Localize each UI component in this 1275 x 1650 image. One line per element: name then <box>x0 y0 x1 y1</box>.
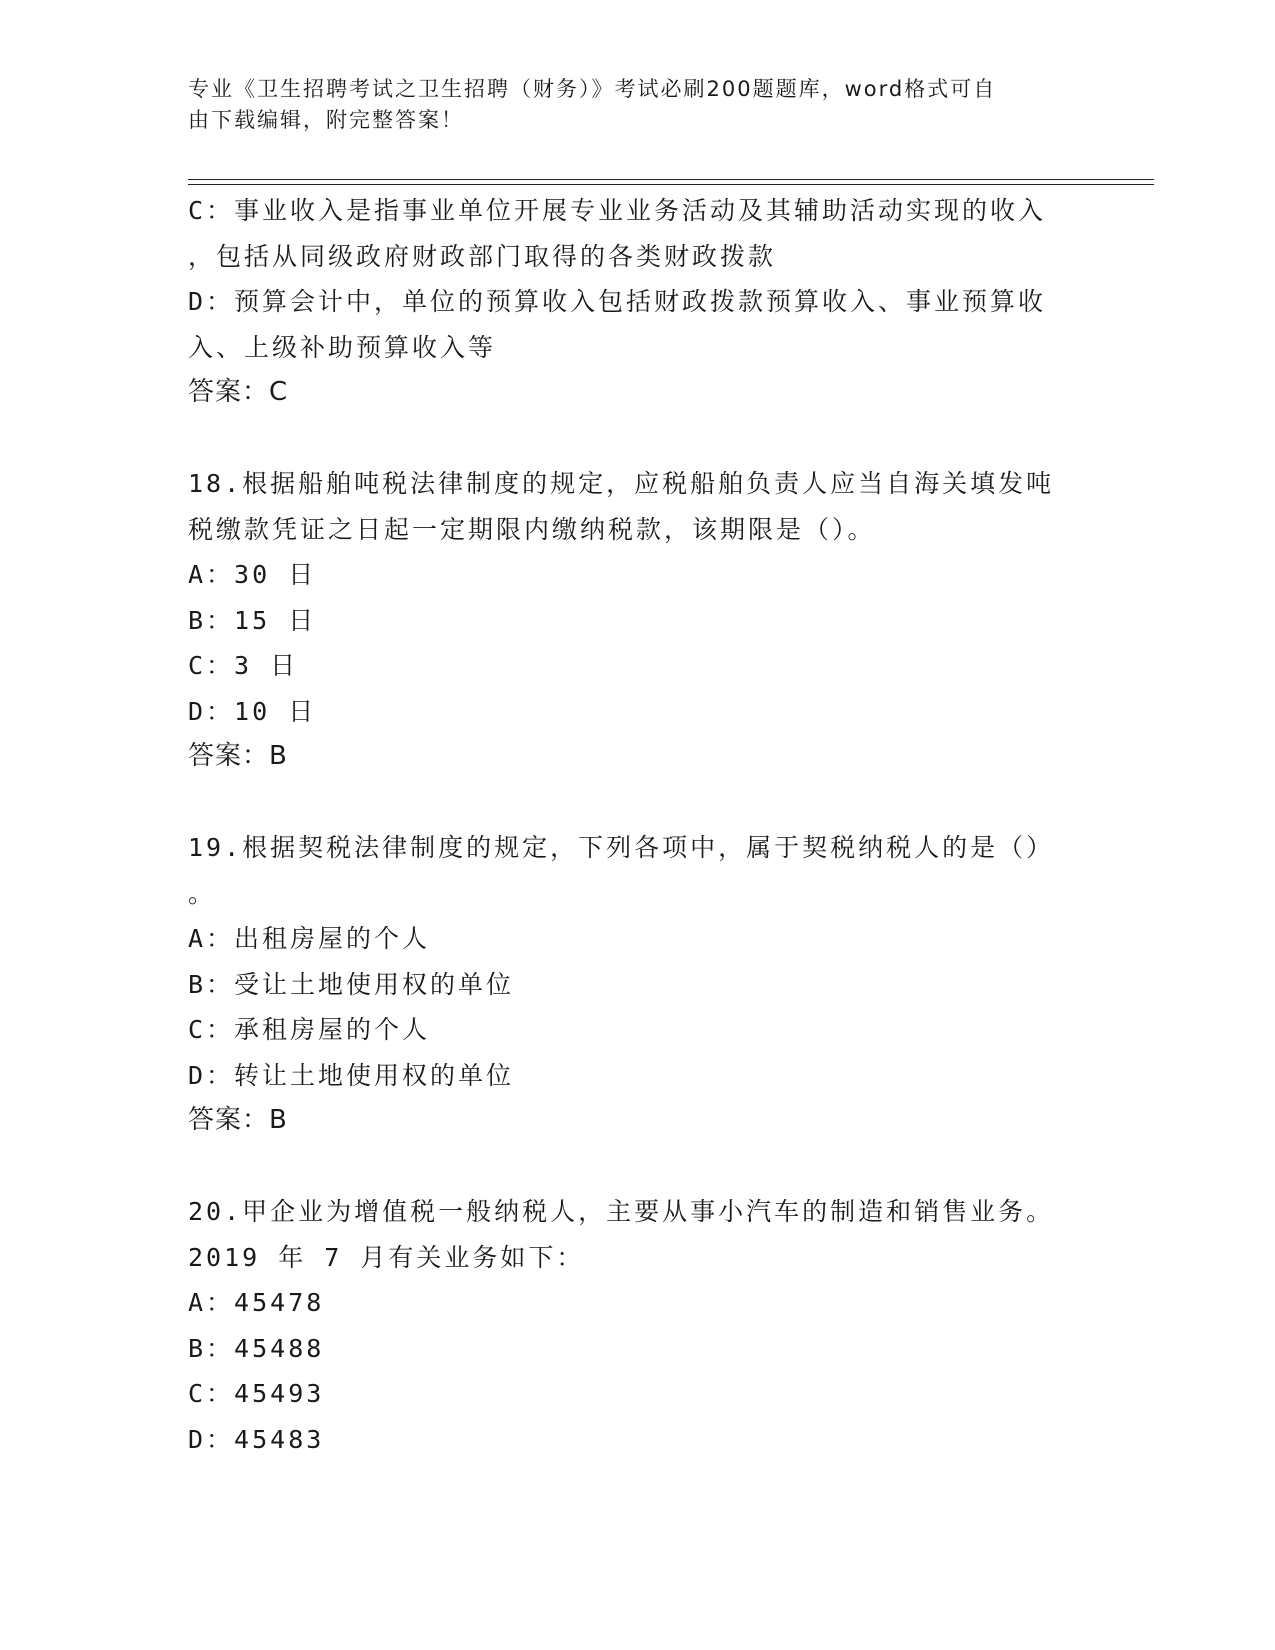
question-stem-line-2: 。 <box>188 878 217 908</box>
option-c: C：3 日 <box>188 651 299 680</box>
option-c: C：承租房屋的个人 <box>188 1015 431 1044</box>
question-20 <box>188 1189 1088 1462</box>
question-stem-line-1: 20.甲企业为增值税一般纳税人，主要从事小汽车的制造和销售业务。 <box>188 1197 1055 1226</box>
option-d: D：转让土地使用权的单位 <box>188 1060 515 1090</box>
question-18 <box>188 461 1088 780</box>
header-divider-bottom <box>188 184 1154 185</box>
option-a: A：出租房屋的个人 <box>188 924 431 953</box>
question-stem-line-2: 2019 年 7 月有关业务如下： <box>188 1242 585 1272</box>
spacer <box>188 1144 1088 1190</box>
question-stem-line-2: 税缴款凭证之日起一定期限内缴纳税款，该期限是（）。 <box>188 514 876 544</box>
header-divider-top <box>188 179 1154 180</box>
spacer <box>188 416 1088 462</box>
answer: 答案：C <box>188 377 289 407</box>
question-list <box>188 188 1088 1462</box>
option-d: D：10 日 <box>188 696 317 726</box>
option-c-line-2: ，包括从同级政府财政部门取得的各类财政拨款 <box>188 241 777 271</box>
question-stem-line-1: 18.根据船舶吨税法律制度的规定，应税船舶负责人应当自海关填发吨 <box>188 469 1055 498</box>
option-b: B：受让土地使用权的单位 <box>188 969 515 999</box>
option-d-line-2: 入、上级补助预算收入等 <box>188 332 497 362</box>
header-line-2: 由下载编辑，附完整答案！ <box>188 108 464 132</box>
question-stem-line-1: 19.根据契税法律制度的规定，下列各项中，属于契税纳税人的是（） <box>188 833 1055 862</box>
spacer <box>188 780 1088 826</box>
option-b: B：15 日 <box>188 605 317 635</box>
question-19 <box>188 825 1088 1144</box>
question-17-tail <box>188 188 1088 416</box>
option-d: D：45483 <box>188 1424 325 1454</box>
option-a: A：30 日 <box>188 560 317 589</box>
header-line-1: 专业《卫生招聘考试之卫生招聘（财务）》考试必刷200题题库，word格式可自 <box>188 77 997 101</box>
option-a: A：45478 <box>188 1288 325 1317</box>
option-b: B：45488 <box>188 1333 325 1363</box>
option-c-line-1: C：事业收入是指事业单位开展专业业务活动及其辅助活动实现的收入 <box>188 196 1047 225</box>
answer: 答案：B <box>188 1105 288 1135</box>
option-d-line-1: D：预算会计中，单位的预算收入包括财政拨款预算收入、事业预算收 <box>188 287 1047 316</box>
document-header <box>188 74 1068 136</box>
option-c: C：45493 <box>188 1379 325 1408</box>
answer: 答案：B <box>188 741 288 771</box>
